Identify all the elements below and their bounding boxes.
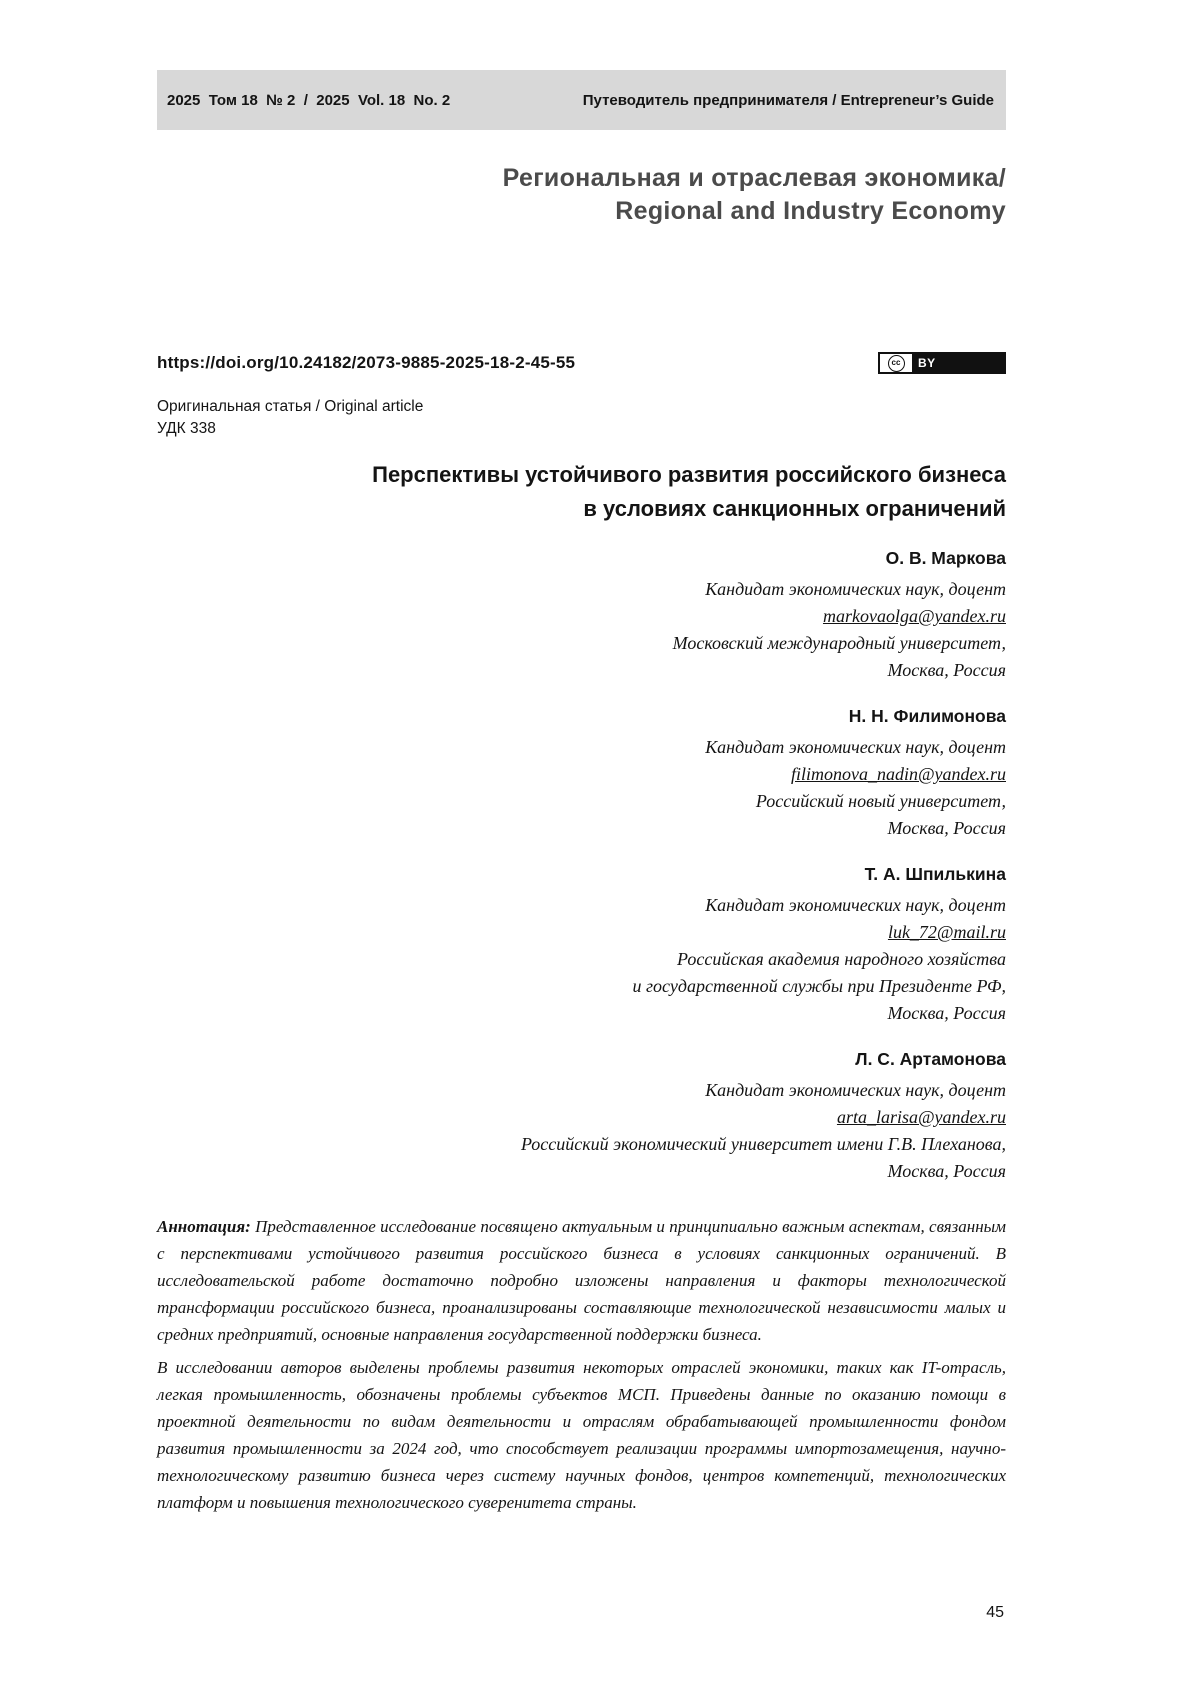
doi-row xyxy=(157,352,1006,374)
author-name: Л. С. Артамонова xyxy=(855,1049,1006,1069)
article-first-page xyxy=(157,70,1006,1522)
issue-info: 2025 Том 18 № 2 / 2025 Vol. 18 No. 2 xyxy=(167,91,451,109)
page-number: 45 xyxy=(986,1604,1004,1621)
abstract-paragraph-1 xyxy=(157,1213,1006,1348)
author-degree: Кандидат экономических наук, доцент xyxy=(705,1080,1006,1100)
section-heading-ru: Региональная и отраслевая экономика/ xyxy=(502,164,1006,192)
author-name: Н. Н. Филимонова xyxy=(848,706,1006,726)
author-email-link[interactable]: markovaolga@yandex.ru xyxy=(822,606,1006,626)
section-heading xyxy=(157,162,1006,228)
journal-name: Путеводитель предпринимателя / Entrepreneur’s Guide xyxy=(582,91,994,109)
abstract-paragraph-2: В исследовании авторов выделены проблемы развития некоторых отраслей экономики, таких как IT-отрасль, легкая промышленность, обозначены проблемы субъектов МСП. Приведены данные по оказанию помощи в проектной деятельности по видам деятельности и отраслям обрабатывающей промышленности фондом развития промышленности за 2024 год, что способствует реализации программы импортозамещения, научно-технологическому развитию бизнеса через систему научных фондов, центров компетенций, технологических платформ и повышения технологического суверенитета страны. xyxy=(157,1358,1006,1512)
author-name: О. В. Маркова xyxy=(885,548,1006,568)
article-title-line1: Перспективы устойчивого развития российского бизнеса xyxy=(372,462,1006,487)
abstract-label: Аннотация: xyxy=(157,1217,251,1236)
journal-header-bar xyxy=(157,70,1006,130)
cc-icon: cc xyxy=(888,355,905,372)
abstract xyxy=(157,1213,1006,1516)
section-heading-en: Regional and Industry Economy xyxy=(615,197,1006,225)
author-block xyxy=(157,864,1006,1027)
author-email-link[interactable]: filimonova_nadin@yandex.ru xyxy=(790,764,1006,784)
author-name: Т. А. Шпилькина xyxy=(864,864,1006,884)
author-degree: Кандидат экономических наук, доцент xyxy=(705,579,1006,599)
cc-by-label: BY xyxy=(912,354,1004,372)
author-email-link[interactable]: luk_72@mail.ru xyxy=(887,922,1006,942)
author-affiliation: Российский экономический университет имени Г.В. Плеханова, Москва, Россия xyxy=(520,1134,1006,1181)
article-type: Оригинальная статья / Original article xyxy=(157,398,424,415)
author-block xyxy=(157,1049,1006,1185)
cc-by-license-badge xyxy=(878,352,1006,374)
article-title-line2: в условиях санкционных ограничений xyxy=(583,496,1006,521)
doi-link[interactable]: https://doi.org/10.24182/2073-9885-2025-18-2-45-55 xyxy=(157,353,576,372)
author-email-link[interactable]: arta_larisa@yandex.ru xyxy=(836,1107,1006,1127)
author-affiliation: Российская академия народного хозяйства и государственной службы при Президенте РФ, Москва, Россия xyxy=(632,949,1006,1023)
author-affiliation: Российский новый университет, Москва, Россия xyxy=(755,791,1006,838)
abstract-text-1: Представленное исследование посвящено актуальным и принципиально важным аспектам, связанным с перспективами устойчивого развития российского бизнеса в условиях санкционных ограничений. В исследовательской работе достаточно подробно изложены направления и факторы технологической трансформации российского бизнеса, проанализированы составляющие технологической независимости малых и средних предприятий, основные направления государственной поддержки бизнеса. xyxy=(157,1217,1007,1344)
author-block xyxy=(157,706,1006,842)
author-block xyxy=(157,548,1006,684)
author-degree: Кандидат экономических наук, доцент xyxy=(705,737,1006,757)
article-title xyxy=(157,458,1006,526)
author-affiliation: Московский международный университет, Москва, Россия xyxy=(672,633,1006,680)
udk-code: УДК 338 xyxy=(157,420,216,437)
cc-icon-wrap xyxy=(880,354,912,372)
author-degree: Кандидат экономических наук, доцент xyxy=(705,895,1006,915)
authors-list xyxy=(157,548,1006,1185)
